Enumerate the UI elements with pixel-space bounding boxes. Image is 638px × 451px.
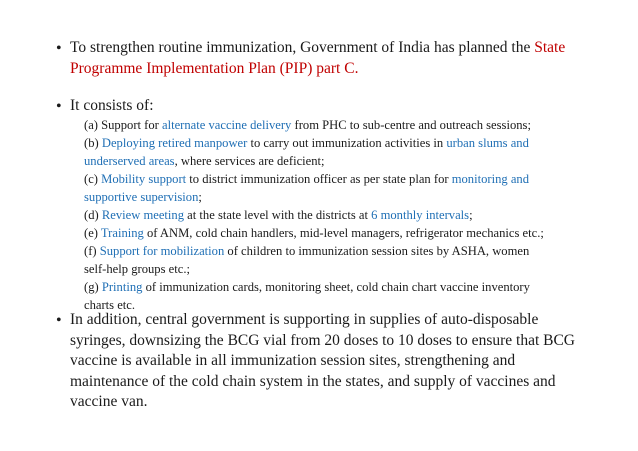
bullet-dot: • <box>56 312 62 329</box>
sub-item-g-highlight: Printing <box>101 280 143 294</box>
sub-item-c-text-end: ; <box>198 190 202 204</box>
sub-item-c-cont <box>84 188 624 206</box>
sub-item-f-highlight: Support for mobilization <box>99 244 225 258</box>
sub-item-a-text-end: from PHC to sub-centre and outreach sessions; <box>291 118 531 132</box>
bullet-consists-of <box>56 96 616 117</box>
sub-item-e-highlight: Training <box>100 226 144 240</box>
sub-item-e-text: of ANM, cold chain handlers, mid-level managers, refrigerator mechanics etc.; <box>143 226 544 240</box>
bullet1-highlight-pip: Programme Implementation Plan (PIP) part C <box>70 59 355 77</box>
sub-item-d-text-end: ; <box>469 208 473 222</box>
sub-item-g-text-end: charts etc. <box>84 298 136 312</box>
sub-item-b-highlight: Deploying retired manpower <box>101 136 248 150</box>
bullet1-highlight-state: State <box>534 39 566 56</box>
bullet3-line-3: vaccine is available in all immunization session sites, strengthening and <box>70 352 516 369</box>
bullet3-line-5: vaccine van. <box>70 393 148 410</box>
sub-item-f-text-end: self-help groups etc.; <box>84 262 190 276</box>
sub-item-g-text: of immunization cards, monitoring sheet, cold chain chart vaccine inventory <box>142 280 530 294</box>
sub-item-d-highlight: Review meeting <box>101 208 185 222</box>
sub-item-c-label: (c) <box>84 172 102 186</box>
bullet2-text: It consists of: <box>70 97 154 114</box>
bullet3-line-1: In addition, central government is supporting in supplies of auto-disposable <box>70 311 539 328</box>
bullet1-text: To strengthen routine immunization, Government of India has planned the <box>70 39 535 56</box>
sub-item-e <box>84 224 624 242</box>
sub-item-g <box>84 278 624 296</box>
sub-item-f <box>84 242 624 260</box>
sub-item-d <box>84 206 624 224</box>
bullet-pip-plan <box>56 38 616 79</box>
sub-item-c-text: to district immunization officer as per state plan for <box>186 172 452 186</box>
sub-item-d-text: at the state level with the districts at <box>184 208 372 222</box>
sub-item-f-label: (f) <box>84 244 100 258</box>
bullet3-line-2: syringes, downsizing the BCG vial from 20 doses to 10 doses to ensure that BCG <box>70 331 575 349</box>
bullet-text <box>70 38 565 79</box>
sub-item-b-text-end: , where services are deficient; <box>174 154 325 168</box>
sub-item-b-label: (b) <box>84 136 102 150</box>
bullet1-period: . <box>354 59 359 77</box>
bullet3-line-4: maintenance of the cold chain system in the states, and supply of vaccines and <box>70 372 556 390</box>
bullet-dot: • <box>56 98 62 115</box>
sub-item-f-text: of children to immunization session sites by ASHA, women <box>224 244 530 258</box>
sub-item-list <box>84 116 624 314</box>
sub-item-a-highlight: alternate vaccine delivery <box>162 118 292 132</box>
sub-item-a-text: (a) Support for <box>84 118 162 132</box>
sub-item-d-label: (d) <box>84 208 102 222</box>
bullet3-text <box>70 310 575 413</box>
sub-item-b <box>84 134 624 152</box>
sub-item-b-text: to carry out immunization activities in <box>247 136 447 150</box>
sub-item-g-label: (g) <box>84 280 102 294</box>
sub-item-c-highlight-3: supportive supervision <box>84 190 199 204</box>
sub-item-c <box>84 170 624 188</box>
sub-item-b-cont <box>84 152 624 170</box>
sub-item-f-cont <box>84 260 624 278</box>
sub-item-d-highlight-2: 6 monthly intervals <box>371 208 470 222</box>
sub-item-c-highlight: Mobility support <box>101 172 187 186</box>
bullet-central-support <box>56 310 616 413</box>
sub-item-c-highlight-2: monitoring and <box>451 172 530 186</box>
sub-item-b-highlight-3: underserved areas <box>84 154 175 168</box>
bullet-dot: • <box>56 40 62 57</box>
sub-item-e-label: (e) <box>84 226 101 240</box>
sub-item-b-highlight-2: urban slums and <box>446 136 529 150</box>
sub-item-a <box>84 116 624 134</box>
